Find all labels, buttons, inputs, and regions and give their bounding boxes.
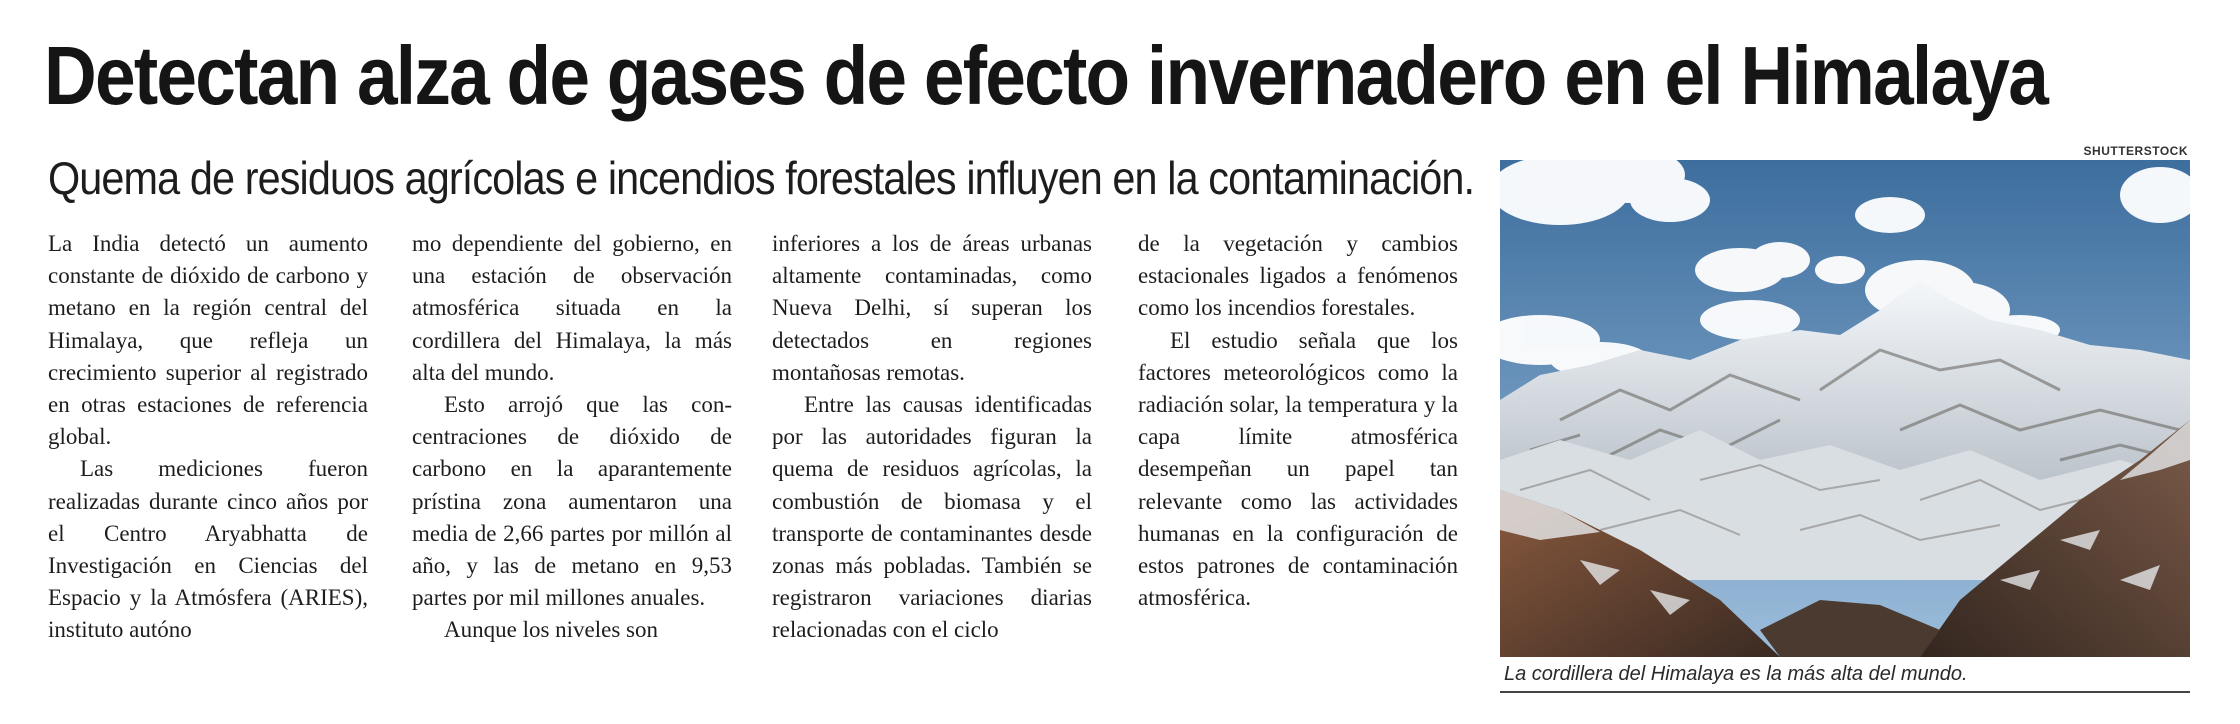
paragraph: Entre las causas identificadas por las autoridades figuran la quema de residuos agrícolas, la combustión de biomasa y el transporte de contaminantes desde zonas más pobladas. También se registraron variaciones diarias relacionadas con el ciclo (772, 392, 1092, 643)
subheadline: Quema de residuos agrícolas e incendios forestales influyen en la contaminación. (48, 152, 1475, 204)
paragraph: El estudio señala que los factores meteorológicos como la radiación solar, la temperatura y la capa límite atmosférica desempeñan un papel tan relevante como las actividades humanas en la configuración de estos patrones de contaminación atmosférica. (1138, 327, 1458, 611)
article-column-4 (1138, 228, 1458, 614)
article-column-1 (48, 228, 368, 647)
mountain-photo-icon (1500, 160, 2190, 657)
caption-rule (1500, 691, 2190, 693)
article-column-3 (772, 228, 1092, 647)
photo-caption: La cordillera del Himalaya es la más alta del mundo. (1504, 663, 1968, 685)
paragraph: Las mediciones fueron realizadas durante cinco años por el Centro Aryabhatta de Investigación en Ciencias del Espacio y la Atmósfera (ARIES), instituto autóno (48, 456, 368, 643)
paragraph: Aunque los niveles son (444, 617, 659, 643)
himalaya-photo (1500, 160, 2190, 657)
paragraph: mo dependiente del gobierno, en una estación de observación atmosférica situada en la cordillera del Himalaya, la más alta del mundo. (412, 231, 732, 385)
paragraph: La India detectó un aumento constante de dióxido de carbono y metano en la región central del Himalaya, que refleja un crecimiento superior al registrado en otras estaciones de referencia global. (48, 231, 368, 450)
paragraph: de la vegetación y cambios estacionales ligados a fenómenos como los incendios forestales. (1138, 231, 1458, 321)
headline: Detectan alza de gases de efecto invernadero en el Himalaya (44, 29, 2048, 122)
paragraph: inferiores a los de áreas urbanas altamente contaminadas, como Nueva Delhi, sí superan los detectados en regiones montañosas remotas. (772, 231, 1092, 385)
photo-credit: SHUTTERSTOCK (2083, 144, 2188, 158)
article-column-2 (412, 228, 732, 647)
paragraph: Esto arrojó que las concentraciones de dióxido de carbono en la aparantemente prístina zona aumentaron una media de 2,66 partes por millón al año, y las de metano en 9,53 partes por mil millones anuales. (412, 392, 732, 611)
